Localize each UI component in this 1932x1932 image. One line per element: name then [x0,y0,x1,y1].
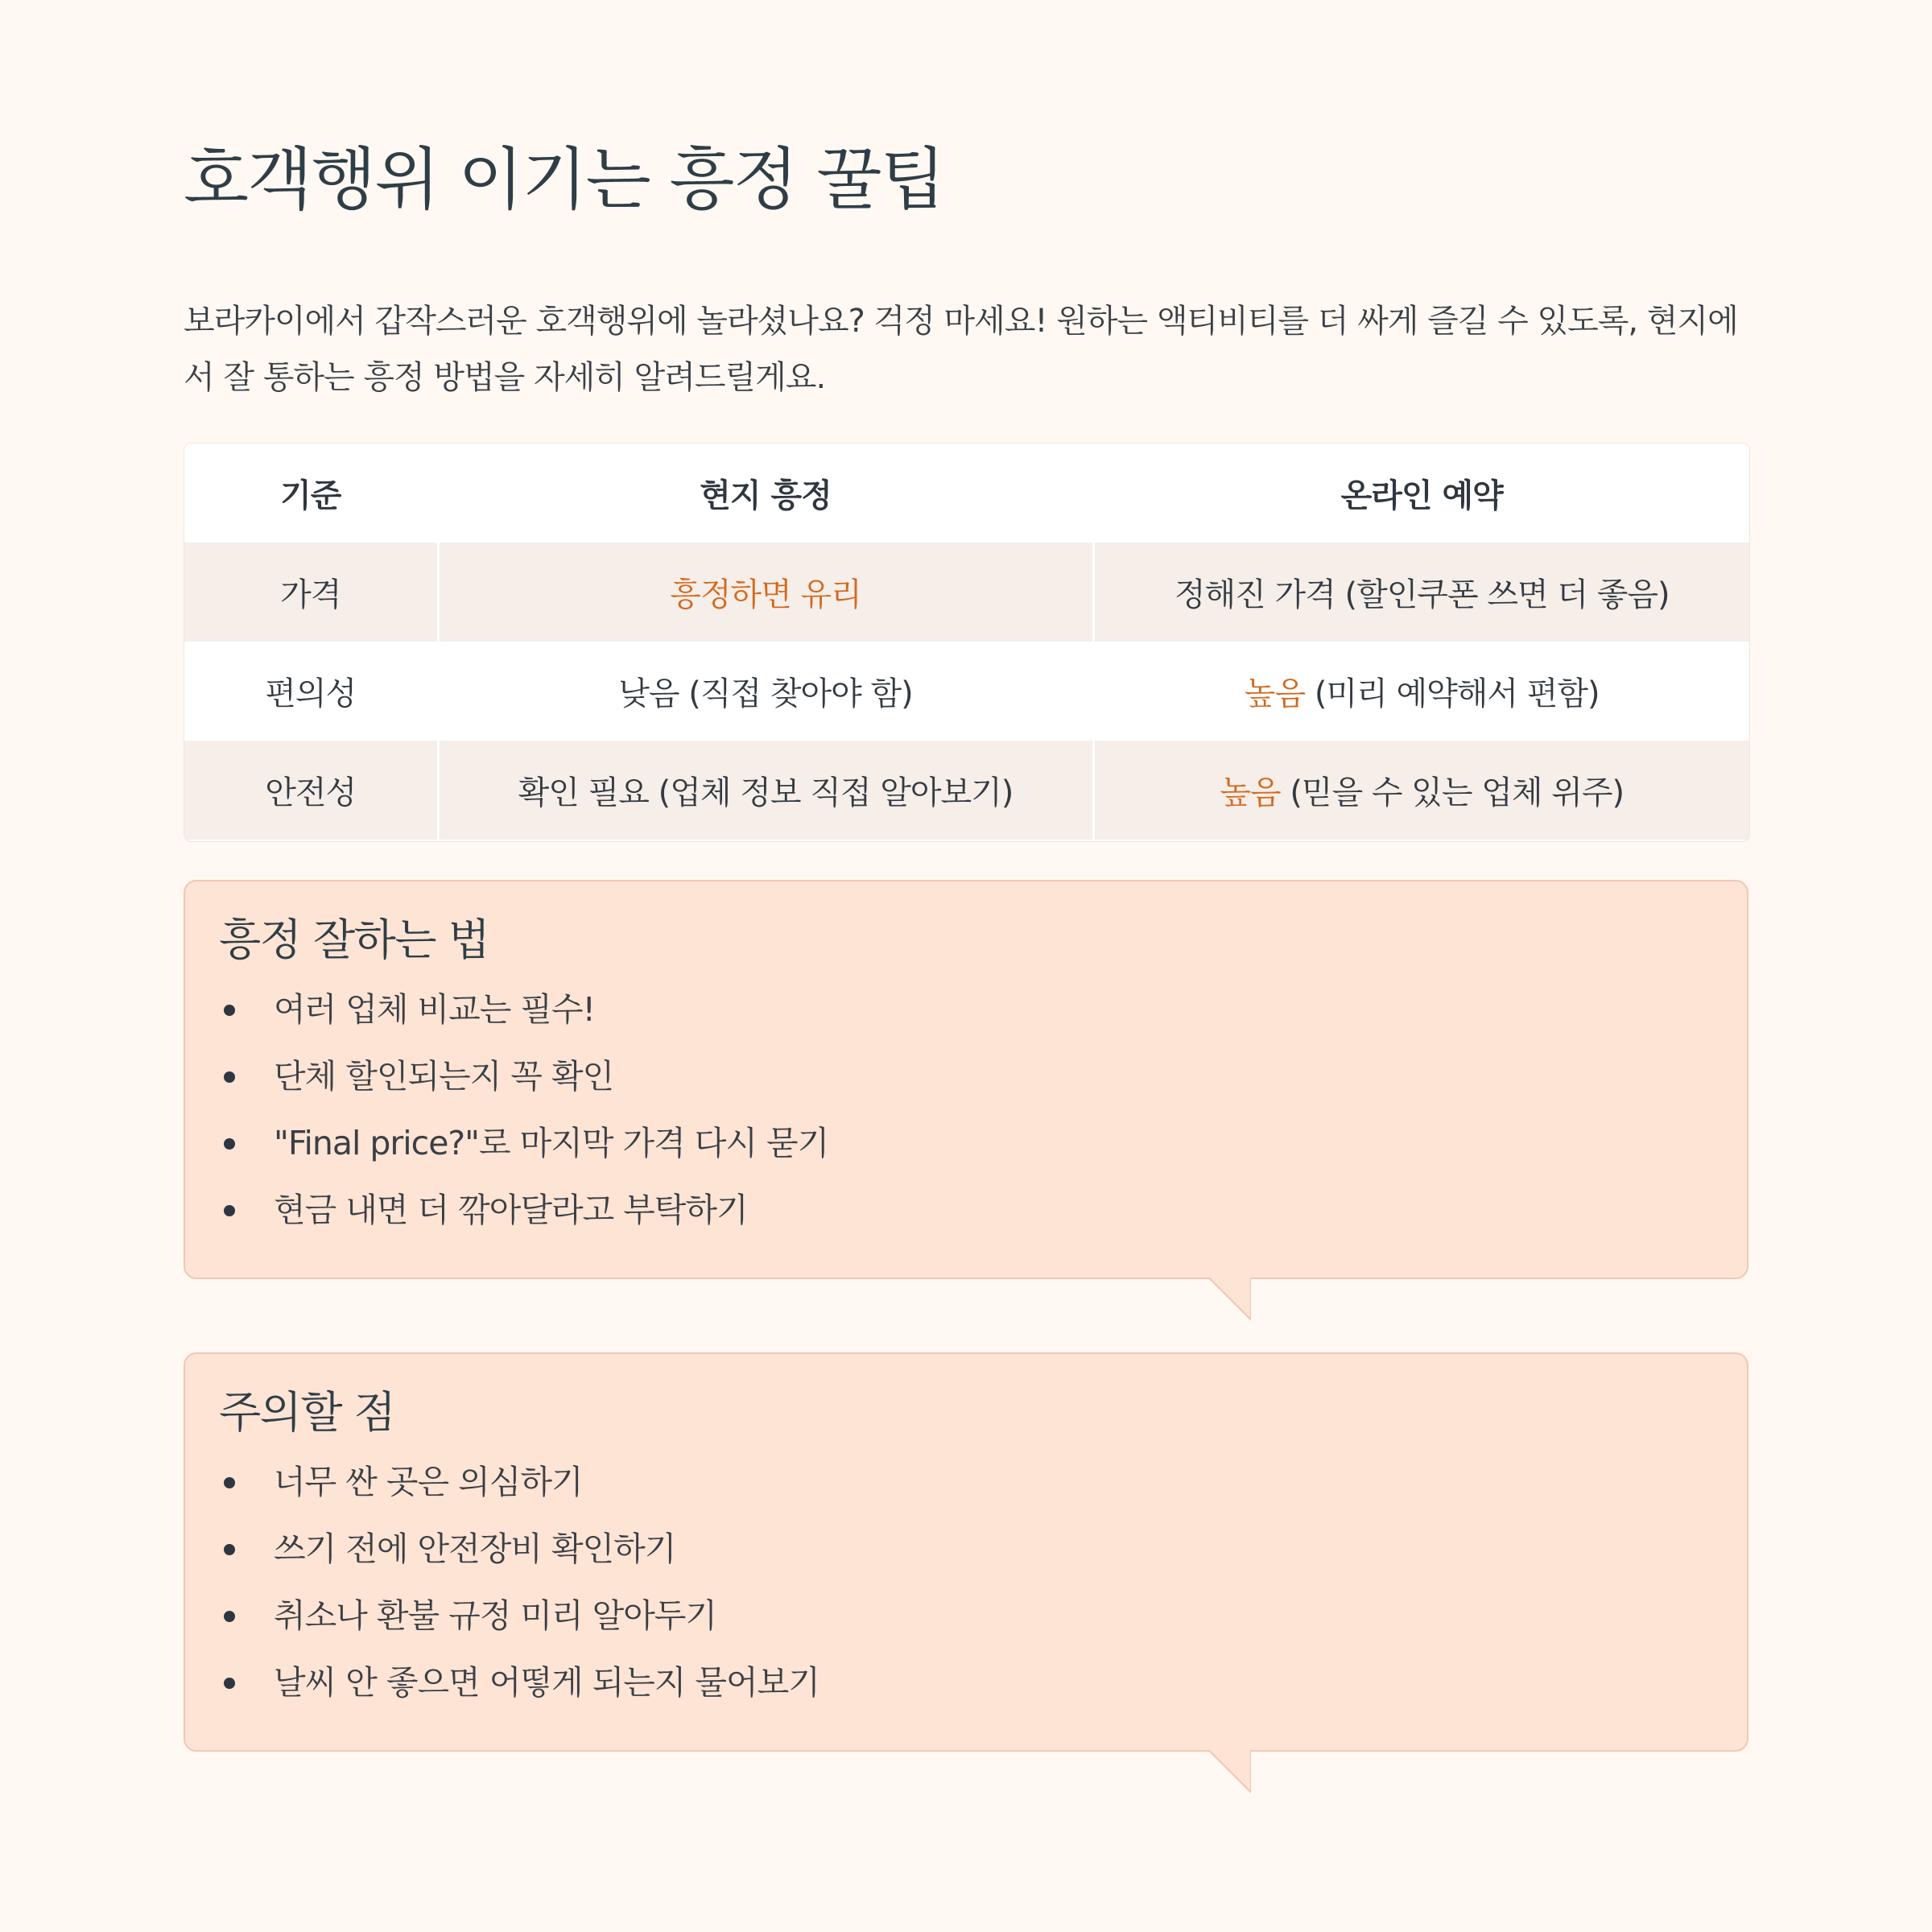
cell-text: (믿을 수 있는 업체 위주) [1280,774,1624,811]
bullet-icon [224,1138,235,1150]
tips-title: 흥정 잘하는 법 [219,914,489,965]
tips-list [219,981,828,1249]
cell-text: 낮음 (직접 찾아야 함) [618,675,913,712]
callout-tail-fill [1209,1749,1250,1790]
list-item: 현금 내면 더 깎아달라고 부탁하기 [219,1182,828,1249]
table-row [184,741,1749,840]
row-online [1093,741,1749,840]
cautions-list [219,1454,819,1721]
row-online [1093,642,1749,741]
header-criterion: 기준 [184,444,438,543]
list-item: 날씨 안 좋으면 어떻게 되는지 물어보기 [219,1654,819,1721]
table-header-row [184,444,1749,543]
page-title: 호객행위 이기는 흥정 꿀팁 [184,140,944,219]
list-item: 쓰기 전에 안전장비 확인하기 [219,1521,819,1587]
row-criterion: 안전성 [184,741,438,840]
bullet-icon [224,1005,235,1016]
cautions-callout [184,1352,1748,1752]
cell-text: 정해진 가격 (할인쿠폰 쓰면 더 좋음) [1174,576,1670,613]
list-item: 너무 싼 곳은 의심하기 [219,1454,819,1521]
header-online-booking: 온라인 예약 [1093,444,1749,543]
cell-text: (미리 예약해서 편함) [1305,675,1600,712]
row-local [438,741,1093,840]
list-item: 단체 할인되는지 꼭 확인 [219,1048,828,1115]
highlight-text: 흥정하면 유리 [670,576,861,613]
bullet-icon [224,1071,235,1083]
highlight-text: 높음 [1220,774,1281,811]
bullet-icon [224,1678,235,1689]
bullet-icon [224,1205,235,1216]
table-row [184,642,1749,741]
row-criterion: 편의성 [184,642,438,741]
cautions-title: 주의할 점 [219,1387,395,1438]
list-item: 취소나 환불 규정 미리 알아두기 [219,1587,819,1654]
intro-paragraph: 보라카이에서 갑작스러운 호객행위에 놀라셨나요? 걱정 마세요! 원하는 액티비티를 더 싸게 즐길 수 있도록, 현지에서 잘 통하는 흥정 방법을 자세히 알려드릴게요. [184,303,1738,396]
row-online [1093,543,1749,642]
header-local-bargain: 현지 흥정 [438,444,1093,543]
bullet-icon [224,1611,235,1622]
highlight-text: 높음 [1244,675,1306,712]
row-local [438,642,1093,741]
comparison-table [184,443,1750,842]
bullet-icon [224,1477,235,1488]
bullet-icon [224,1544,235,1555]
tips-callout [184,880,1748,1279]
cell-text: 확인 필요 (업체 정보 직접 알아보기) [518,774,1013,811]
list-item: 여러 업체 비교는 필수! [219,981,828,1048]
callout-tail-fill [1209,1277,1250,1318]
row-criterion: 가격 [184,543,438,642]
list-item: "Final price?"로 마지막 가격 다시 묻기 [219,1115,828,1182]
row-local [438,543,1093,642]
table-row [184,543,1749,642]
